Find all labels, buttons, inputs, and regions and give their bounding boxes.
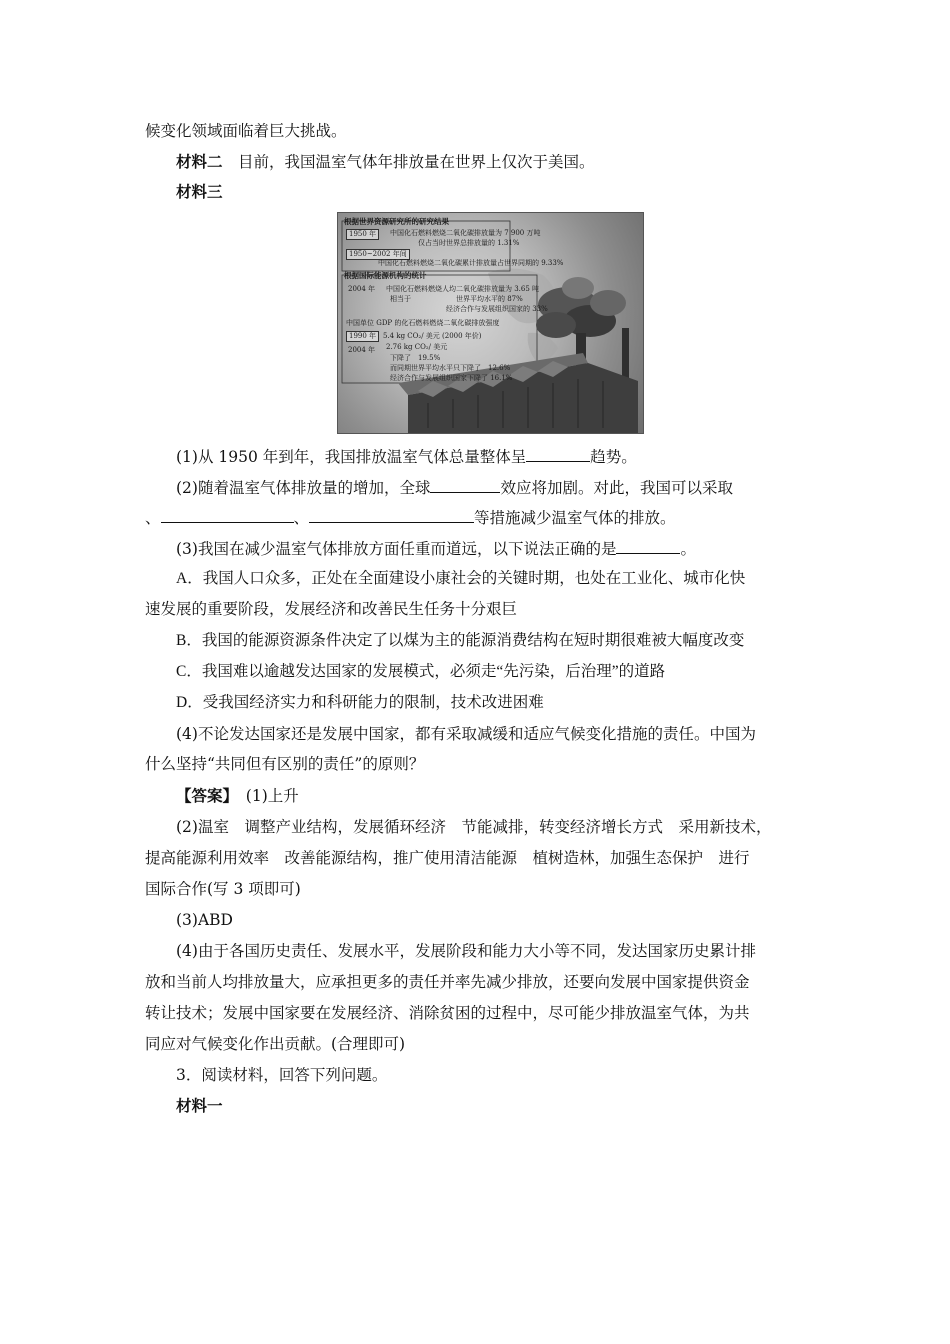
figure-heading-iea: 根据国际能源机构的统计 [344,271,427,280]
figure-text: 2.76 kg CO₂/ 美元 [386,343,448,351]
material-two-text: 目前，我国温室气体年排放量在世界上仅次于美国。 [238,153,595,171]
text-span: 候变化领域面临着巨大挑战。 [145,122,347,140]
answer-blank [161,505,294,523]
text-span: 、 [293,509,310,527]
question-3-heading: 3．阅读材料，回答下列问题。 [176,1066,388,1084]
year-label-2004b: 2004 年 [348,346,376,354]
answer-text: (1)上升 [245,787,299,805]
text-span: 效应将加剧。对此，我国可以采取 [500,479,733,497]
figure-text: 下降了 19.5% [390,354,441,362]
material-three-label: 材料三 [176,182,223,201]
option-b: B．我国的能源资源条件决定了以煤为主的能源消费结构在短时期很难被大幅度改变 [176,632,745,649]
answer-2-line-3: 国际合作(写 3 项即可) [145,880,301,898]
year-label-2004: 2004 年 [348,285,376,293]
question-2-line-2 [145,505,810,530]
material-one-label: 材料一 [176,1096,223,1115]
answer-label: 【答案】 [176,786,231,805]
text-span: 、 [145,509,161,527]
answer-2-line-2: 提高能源利用效率 改善能源结构，推广使用清洁能源 植树造林，加强生态保护 进行 [145,849,750,867]
answer-4-line-1: (4)由于各国历史责任、发展水平，发展阶段和能力大小等不同，发达国家历史累计排 [176,942,756,960]
question-4-line-2: 什么坚持“共同但有区别的责任”的原则？ [145,755,425,773]
figure-heading-wri: 根据世界资源研究所的研究结果 [344,217,449,226]
text-span: (2)随着温室气体排放量的增加，全球 [176,479,431,497]
answer-4-line-4: 同应对气候变化作出贡献。(合理即可) [145,1035,406,1053]
text-span: (1)从 1950 年到年，我国排放温室气体总量整体呈 [176,448,527,466]
answer-line-1 [176,784,810,808]
answer-blank [309,505,474,523]
figure-text: 中国化石燃料燃烧二氧化碳排放量为 7 900 万吨 [390,229,541,237]
figure-text: 而同期世界平均水平只下降了 12.6% [390,364,511,372]
text-span: 趋势。 [590,448,637,466]
material-two-line [176,150,810,174]
option-d: D．受我国经济实力和科研能力的限制，技术改进困难 [176,694,544,711]
text-span: 。 [680,540,696,558]
material-three-line [176,180,810,204]
figure-text: 经济合作与发展组织国家的 33% [446,305,548,313]
question-4-line-1: (4)不论发达国家还是发展中国家，都有采取减缓和适应气候变化措施的责任。中国为 [176,725,756,743]
answer-4-line-3: 转让技术；发展中国家要在发展经济、消除贫困的过程中，尽可能少排放温室气体，为共 [145,1004,750,1022]
answer-blank [526,444,590,462]
figure-heading-gdp: 中国单位 GDP 的化石燃料燃烧二氧化碳排放强度 [346,319,500,327]
emissions-infographic [337,212,644,434]
question-2-line-1 [176,475,810,500]
answer-3: (3)ABD [176,911,233,929]
figure-text: 中国化石燃料燃烧二氧化碳累计排放量占世界同期的 9.33% [378,259,564,267]
option-a-line-1: A．我国人口众多，正处在全面建设小康社会的关键时期，也处在工业化、城市化快 [176,570,746,587]
answer-blank [616,536,680,554]
year-label-1950-2002: 1950~2002 年间 [346,249,410,260]
material-two-label: 材料二 [176,152,223,171]
answer-4-line-2: 放和当前人均排放量大，应承担更多的责任并率先减少排放，还要向发展中国家提供资金 [145,973,750,991]
option-c: C．我国难以逾越发达国家的发展模式，必须走“先污染，后治理”的道路 [176,663,666,680]
text-span: (3)我国在减少温室气体排放方面任重而道远，以下说法正确的是 [176,540,617,558]
text-line [145,119,810,143]
figure-text: 5.4 kg CO₂/ 美元 (2000 年价) [383,332,482,340]
answer-2-line-1: (2)温室 调整产业结构，发展循环经济 节能减排，转变经济增长方式 采用新技术， [176,818,772,836]
year-label-1990: 1990 年 [346,331,379,342]
figure-text: 相当于 [390,295,411,303]
text-span: 等措施减少温室气体的排放。 [474,509,676,527]
question-3 [176,536,810,561]
figure-text: 经济合作与发展组织国家下降了 16.1% [390,374,513,382]
question-1 [176,444,810,469]
figure-text: 世界平均水平的 87% [456,295,523,303]
option-a-line-2: 速发展的重要阶段，发展经济和改善民生任务十分艰巨 [145,601,518,618]
year-label-1950: 1950 年 [346,229,379,240]
answer-blank [430,475,500,493]
figure-text: 仅占当时世界总排放量的 1.31% [418,239,520,247]
figure-text: 中国化石燃料燃烧人均二氧化碳排放量为 3.65 吨 [386,285,540,293]
